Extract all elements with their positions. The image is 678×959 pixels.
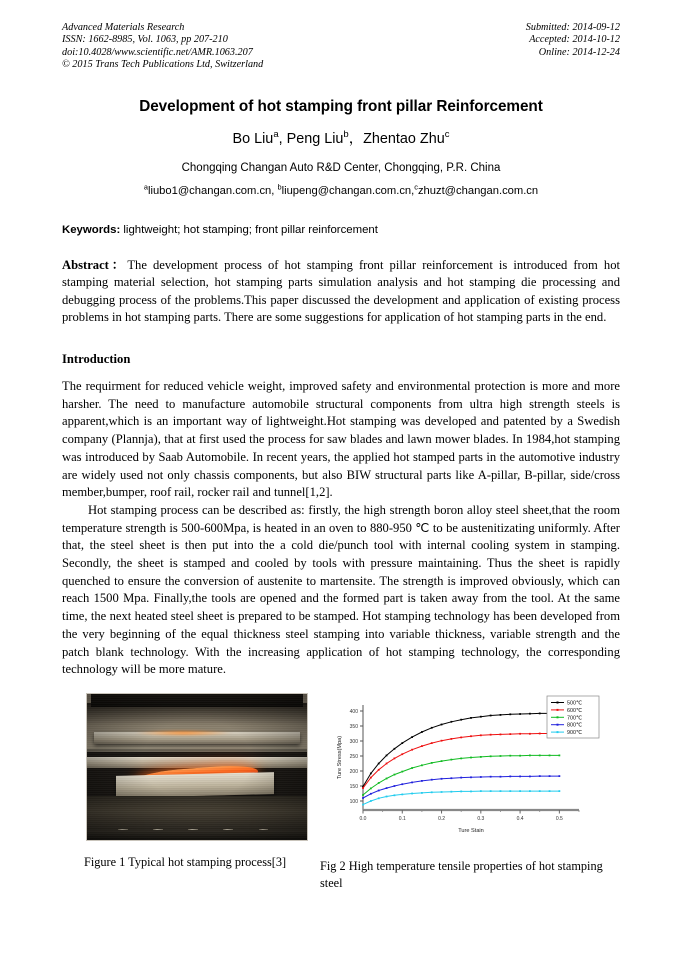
- series-marker: [470, 717, 472, 719]
- author-1: Bo Liu$^a$: [232, 128, 279, 147]
- series-marker: [386, 787, 388, 789]
- series-marker: [549, 775, 551, 777]
- y-axis-title: Ture Stress(Mpa): [337, 735, 343, 780]
- email-3-marker: c: [414, 181, 418, 191]
- series-marker: [549, 754, 551, 756]
- photo-mid-rail: [87, 757, 307, 769]
- series-marker: [370, 787, 372, 789]
- series-marker: [431, 742, 433, 744]
- author-2: Peng Liu$^b$: [286, 128, 349, 147]
- keywords-value: lightweight; hot stamping; front pillar reinforcement: [123, 223, 378, 236]
- figure-1-photo: [86, 693, 308, 841]
- series-marker: [529, 754, 531, 756]
- legend-label: 500℃: [567, 700, 583, 707]
- journal-name: Advanced Materials Research: [62, 22, 185, 33]
- masthead: [62, 22, 620, 72]
- series-marker: [401, 753, 403, 755]
- legend-swatch-marker: [557, 701, 559, 703]
- abstract-text: The development process of hot stamping front pillar reinforcement is introduced from hot stamping material selection, hot stamping parts simulation analysis and hot stamping die processing and debugging process of the problems.This paper discussed the development and application of existing process problems in hot stamping parts. There are some suggestions for application of hot stamping parts in the end.: [62, 257, 620, 325]
- email-1[interactable]: liubo1@changan.com.cn,: [147, 184, 275, 197]
- series-marker: [421, 764, 423, 766]
- tensile-properties-chart: [316, 693, 601, 845]
- series-marker: [401, 771, 403, 773]
- email-1-marker: a: [143, 181, 148, 191]
- series-marker: [529, 790, 531, 792]
- series-line-600℃: [363, 733, 559, 788]
- series-marker: [519, 790, 521, 792]
- series-marker: [539, 712, 541, 714]
- series-marker: [558, 790, 560, 792]
- series-marker: [460, 790, 462, 792]
- series-marker: [378, 790, 380, 792]
- series-marker: [519, 733, 521, 735]
- author-emails: [62, 181, 620, 197]
- series-marker: [370, 793, 372, 795]
- series-marker: [490, 776, 492, 778]
- photo-wall-shadow: [87, 703, 307, 753]
- series-marker: [394, 785, 396, 787]
- series-marker: [450, 738, 452, 740]
- series-marker: [558, 775, 560, 777]
- series-marker: [431, 791, 433, 793]
- series-marker: [460, 777, 462, 779]
- x-tick-label: 0.2: [438, 815, 446, 822]
- author-2-affiliation-marker: b: [343, 128, 349, 140]
- legend-swatch-marker: [557, 731, 559, 733]
- x-axis-title: Ture Stain: [458, 827, 484, 834]
- series-marker: [470, 790, 472, 792]
- series-marker: [401, 793, 403, 795]
- x-tick-label: 0.3: [477, 815, 485, 822]
- photo-lower-die: [116, 772, 274, 798]
- series-marker: [529, 775, 531, 777]
- series-marker: [480, 734, 482, 736]
- intro-paragraph-1: The requirment for reduced vehicle weight, improved safety and environmental protection is more and more harsher. The need to manufacture automobile structural components from ultra high strength steels is apparent,which is an important way of lightweight.Hot stamping was developed and patented by a Swedish company (Plannja), that at first used the process for saw blades and lawn mower blades. In 1984,hot stamping was introduced by Saab Automobile. In recent years, the applied hot stamped parts in the automotive industry are widely used not only chassis components, but also BIW structural parts like A-pillar, B-pillar, side/cross member,bumper, roof rail, rocker rail and tunnel[1,2].: [62, 379, 620, 500]
- series-marker: [441, 791, 443, 793]
- series-marker: [460, 757, 462, 759]
- section-heading-introduction: Introduction: [62, 352, 131, 366]
- series-marker: [421, 745, 423, 747]
- series-marker: [362, 787, 364, 789]
- author-separator-2: ，: [348, 130, 364, 147]
- x-tick-label: 0.1: [398, 815, 406, 822]
- legend-label: 900℃: [567, 730, 583, 737]
- series-marker: [401, 742, 403, 744]
- publication-dates: [526, 22, 620, 59]
- y-tick-label: 400: [349, 709, 358, 716]
- series-marker: [386, 778, 388, 780]
- y-tick-label: 250: [349, 754, 358, 761]
- series-marker: [411, 736, 413, 738]
- series-marker: [490, 734, 492, 736]
- email-2[interactable]: liupeng@changan.com.cn,: [281, 184, 415, 197]
- series-marker: [431, 779, 433, 781]
- series-marker: [378, 769, 380, 771]
- series-marker: [519, 775, 521, 777]
- series-marker: [490, 790, 492, 792]
- journal-issn: ISSN: 1662-8985, Vol. 1063, pp 207-210: [62, 34, 228, 46]
- series-marker: [539, 790, 541, 792]
- series-marker: [450, 777, 452, 779]
- figure-2-chart: [316, 693, 601, 845]
- series-marker: [394, 774, 396, 776]
- figure-2-caption: Fig 2 High temperature tensile properties of hot stamping steel: [320, 858, 603, 890]
- series-marker: [394, 748, 396, 750]
- journal-copyright: © 2015 Trans Tech Publications Ltd, Switzerland: [62, 59, 264, 71]
- series-marker: [480, 790, 482, 792]
- series-marker: [441, 724, 443, 726]
- series-marker: [386, 754, 388, 756]
- series-line-900℃: [363, 791, 559, 805]
- series-marker: [450, 721, 452, 723]
- legend-label: 700℃: [567, 715, 583, 722]
- series-marker: [378, 782, 380, 784]
- series-marker: [386, 763, 388, 765]
- series-marker: [490, 715, 492, 717]
- date-submitted: Submitted: 2014-09-12: [525, 22, 620, 33]
- series-marker: [401, 783, 403, 785]
- series-marker: [509, 775, 511, 777]
- abstract-label: Abstract：: [62, 257, 128, 272]
- series-marker: [500, 790, 502, 792]
- series-marker: [362, 794, 364, 796]
- author-3-affiliation-marker: c: [444, 128, 450, 140]
- series-marker: [500, 776, 502, 778]
- series-marker: [378, 797, 380, 799]
- legend-swatch-marker: [557, 709, 559, 711]
- series-marker: [411, 749, 413, 751]
- affiliation: Chongqing Changan Auto R&D Center, Chongqing, P.R. China: [181, 161, 501, 174]
- series-marker: [441, 778, 443, 780]
- series-marker: [500, 733, 502, 735]
- photo-upper-glow: [135, 730, 232, 736]
- page-title: Development of hot stamping front pillar Reinforcement: [139, 97, 543, 115]
- series-marker: [421, 792, 423, 794]
- series-line-800℃: [363, 776, 559, 798]
- series-marker: [394, 757, 396, 759]
- series-marker: [509, 755, 511, 757]
- series-marker: [411, 781, 413, 783]
- series-marker: [411, 793, 413, 795]
- legend-swatch-marker: [557, 724, 559, 726]
- series-marker: [470, 776, 472, 778]
- series-marker: [500, 755, 502, 757]
- series-marker: [362, 797, 364, 799]
- series-marker: [509, 733, 511, 735]
- y-tick-label: 350: [349, 724, 358, 731]
- series-marker: [460, 736, 462, 738]
- series-marker: [441, 740, 443, 742]
- series-marker: [539, 754, 541, 756]
- series-marker: [450, 759, 452, 761]
- y-tick-label: 150: [349, 784, 358, 791]
- x-tick-label: 0.4: [516, 815, 524, 822]
- series-marker: [386, 796, 388, 798]
- series-marker: [441, 760, 443, 762]
- series-marker: [529, 713, 531, 715]
- series-marker: [411, 767, 413, 769]
- date-online: Online: 2014-12-24: [538, 46, 620, 58]
- series-marker: [509, 790, 511, 792]
- figure-2-column: [316, 693, 603, 891]
- legend-swatch-marker: [557, 716, 559, 718]
- legend-label: 600℃: [567, 707, 583, 714]
- series-marker: [549, 790, 551, 792]
- series-marker: [480, 756, 482, 758]
- series-marker: [509, 713, 511, 715]
- legend-label: 800℃: [567, 722, 583, 729]
- series-marker: [500, 714, 502, 716]
- author-list: [62, 127, 620, 148]
- series-marker: [519, 755, 521, 757]
- photo-floor: [87, 830, 307, 840]
- series-marker: [460, 719, 462, 721]
- figure-row: [62, 693, 620, 891]
- series-marker: [519, 713, 521, 715]
- photo-top-beam: [91, 694, 302, 707]
- email-3[interactable]: zhuzt@changan.com.cn: [417, 184, 539, 197]
- series-marker: [490, 755, 492, 757]
- series-marker: [370, 777, 372, 779]
- y-tick-label: 300: [349, 739, 358, 746]
- journal-info: [62, 22, 263, 72]
- journal-doi: doi:10.4028/www.scientific.net/AMR.1063.207: [62, 46, 253, 58]
- y-tick-label: 200: [349, 769, 358, 776]
- series-marker: [470, 757, 472, 759]
- date-accepted: Accepted: 2014-10-12: [529, 34, 620, 46]
- author-1-affiliation-marker: a: [273, 128, 279, 140]
- email-2-marker: b: [277, 181, 282, 191]
- series-marker: [450, 791, 452, 793]
- series-marker: [480, 716, 482, 718]
- series-marker: [480, 776, 482, 778]
- series-marker: [470, 735, 472, 737]
- series-marker: [370, 800, 372, 802]
- author-separator-1: ,: [278, 130, 287, 147]
- keywords-label: Keywords:: [62, 223, 121, 236]
- x-tick-label: 0.0: [359, 815, 367, 822]
- figure-1-caption: Figure 1 Typical hot stamping process[3]: [84, 854, 287, 869]
- author-3: Zhentao Zhu$^c$: [363, 128, 450, 147]
- series-marker: [394, 794, 396, 796]
- series-marker: [421, 731, 423, 733]
- series-marker: [431, 727, 433, 729]
- series-marker: [539, 775, 541, 777]
- series-marker: [362, 804, 364, 806]
- intro-paragraph-2: Hot stamping process can be described as: firstly, the high strength boron alloy steel sheet,that the room temperature strength is 500-600Mpa, is heated in an oven to 880-950 ℃ to be austenitizating uniformly. After that, the steel sheet is then put into the a cold die/punch tool with internal cooling system in stamping. Secondly, the sheet is stamped and cooled by tools with pressure maintaining. Thus the sheet is rapidly quenched to ensure the conversion of austenite to martensite. The strength is improved obviously, which can reach 1500 Mpa. Finally,the tools are opened and the formed part is taken away from the tool. At the same time, the next heated steel sheet is prepared to be stamped. Hot stamping technology has been developed from the very beginning of the equal thickness steel stamping into variable thickness, variable strength and the patch blank technology. With the increasing application of hot stamping technology, the corresponding technology will be more mature.: [62, 502, 620, 677]
- series-marker: [529, 733, 531, 735]
- x-tick-label: 0.5: [555, 815, 563, 822]
- series-marker: [558, 754, 560, 756]
- figure-1-column: [62, 693, 287, 891]
- series-marker: [539, 733, 541, 735]
- abstract-block: [62, 257, 620, 327]
- series-line-700℃: [363, 755, 559, 795]
- series-marker: [378, 763, 380, 765]
- keywords-line: [62, 224, 620, 236]
- series-marker: [421, 780, 423, 782]
- series-marker: [431, 762, 433, 764]
- series-marker: [370, 772, 372, 774]
- y-tick-label: 100: [349, 799, 358, 806]
